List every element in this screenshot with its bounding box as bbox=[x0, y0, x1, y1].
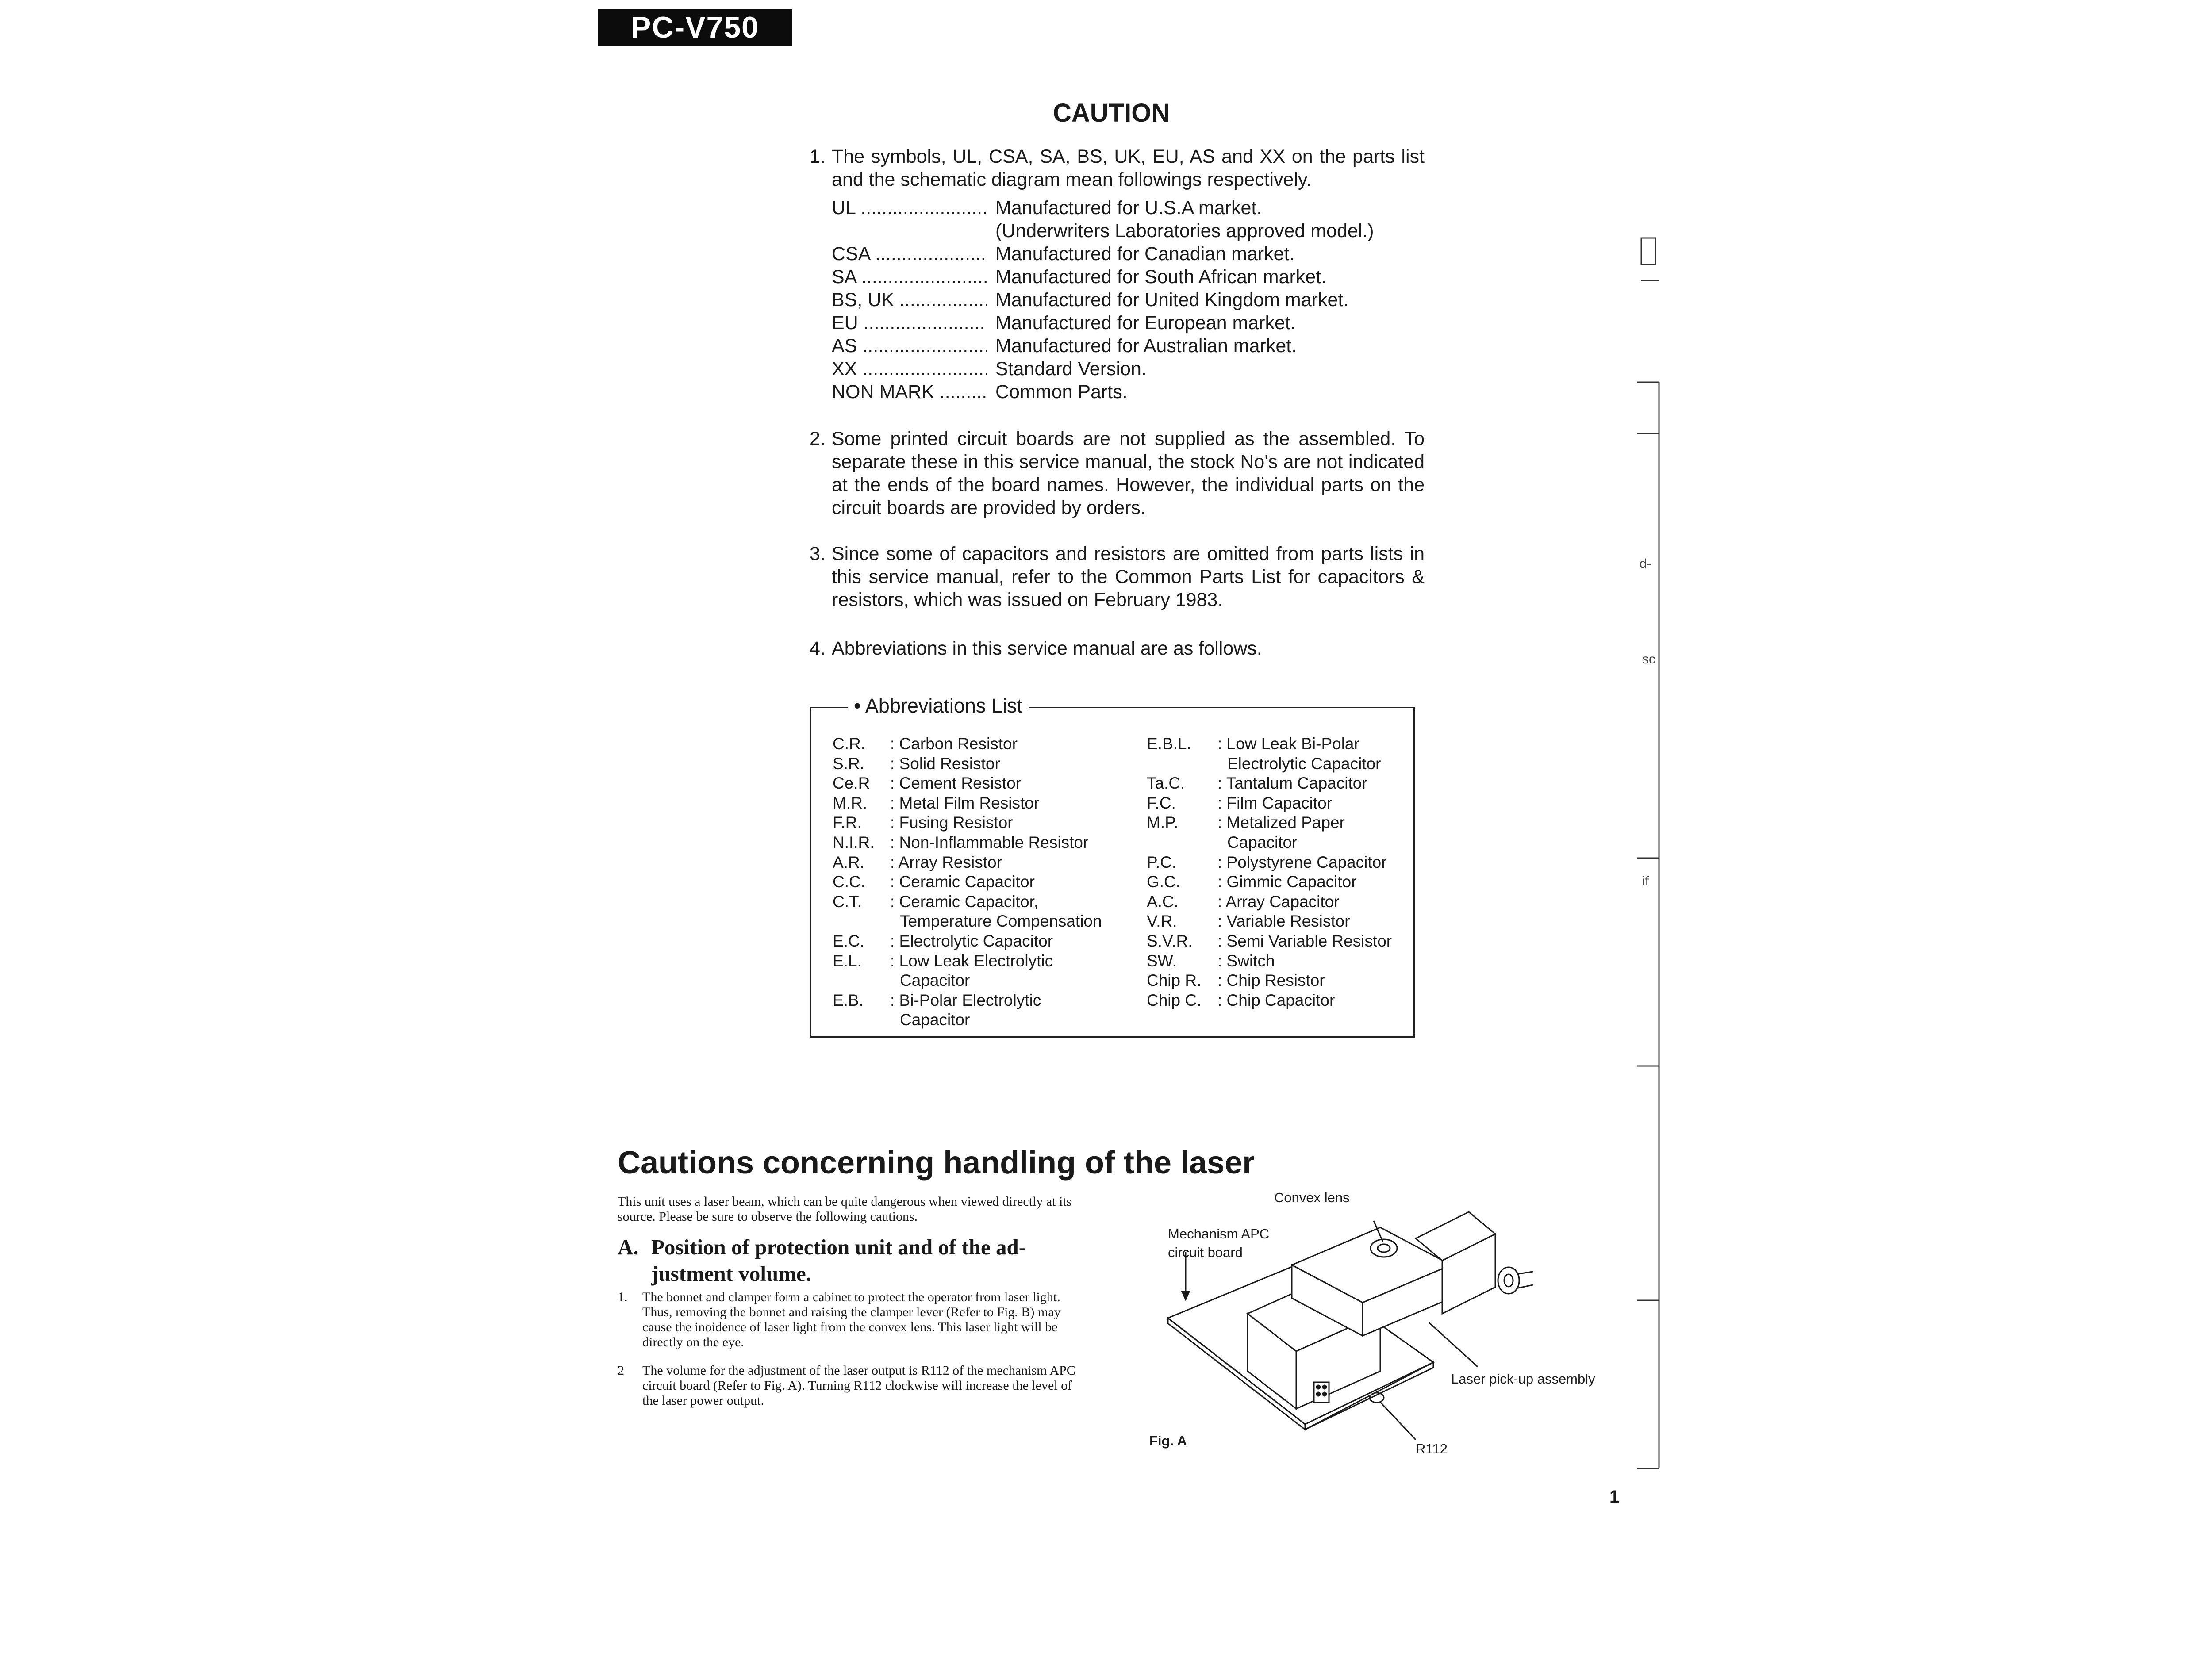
symbol-meaning: Manufactured for U.S.A market. bbox=[995, 197, 1262, 218]
abbreviation-key: E.B. bbox=[833, 991, 864, 1009]
apc-board-label-line1: Mechanism APC bbox=[1168, 1226, 1270, 1242]
abbreviation-key: S.R. bbox=[833, 754, 864, 773]
item-number: 2. bbox=[810, 428, 826, 449]
abbreviation-value: : Array Capacitor bbox=[1217, 892, 1340, 911]
laser-intro: This unit uses a laser beam, which can be quite dangerous when viewed directly at its source. Please be sure to observe the following cautions. bbox=[618, 1194, 1072, 1224]
abbreviation-value: : Solid Resistor bbox=[890, 754, 1000, 773]
symbol-meaning: Manufactured for Canadian market. bbox=[995, 243, 1295, 264]
abbreviation-value: : Low Leak Electrolytic bbox=[890, 951, 1053, 970]
symbol-meaning: Standard Version. bbox=[995, 358, 1147, 380]
symbol-code: EU ..... bbox=[832, 311, 987, 334]
abbreviation-value: Capacitor bbox=[900, 1011, 970, 1029]
item-number: 4. bbox=[810, 638, 826, 659]
symbol-code: UL ..... bbox=[832, 196, 987, 219]
abbreviation-key: P.C. bbox=[1147, 853, 1177, 871]
abbreviation-key: Chip R. bbox=[1147, 971, 1202, 990]
model-tag: PC-V750 bbox=[598, 9, 792, 46]
section-a-label: A. bbox=[618, 1235, 639, 1259]
abbreviation-key: Ce.R bbox=[833, 774, 870, 793]
abbreviation-key: C.R. bbox=[833, 735, 865, 753]
symbol-code: XX ..... bbox=[832, 357, 987, 380]
convex-lens-label: Convex lens bbox=[1274, 1190, 1350, 1205]
abbreviations-title: • Abbreviations List bbox=[848, 693, 1029, 719]
symbol-meaning: Manufactured for United Kingdom market. bbox=[995, 289, 1349, 310]
abbreviation-key: F.R. bbox=[833, 813, 862, 832]
symbol-meaning: Manufactured for Australian market. bbox=[995, 335, 1297, 356]
abbreviation-key: A.R. bbox=[833, 853, 864, 871]
edge-fragment: if bbox=[1642, 874, 1649, 889]
item-text: Abbreviations in this service manual are as follows. bbox=[832, 638, 1262, 659]
abbreviation-value: Capacitor bbox=[900, 971, 970, 990]
symbol-meaning: Common Parts. bbox=[995, 381, 1128, 402]
laser-section-title: Cautions concerning handling of the laser bbox=[618, 1145, 1255, 1181]
caution-title: CAUTION bbox=[1053, 99, 1170, 127]
abbreviation-value: : Ceramic Capacitor bbox=[890, 873, 1035, 891]
abbreviation-key: M.R. bbox=[833, 794, 868, 812]
abbreviation-value: : Ceramic Capacitor, bbox=[890, 892, 1039, 911]
abbreviation-value: : Chip Capacitor bbox=[1217, 991, 1335, 1009]
abbreviation-key: Chip C. bbox=[1147, 991, 1202, 1009]
abbreviation-value: : Cement Resistor bbox=[890, 774, 1022, 793]
symbol-code: NON MARK ..... bbox=[832, 380, 987, 403]
abbreviation-value: : Switch bbox=[1217, 951, 1275, 970]
r112-label: R112 bbox=[1416, 1441, 1448, 1457]
section-a-title-line2: justment volume. bbox=[651, 1261, 812, 1286]
edge-fragment: d- bbox=[1640, 556, 1651, 571]
abbreviation-key: E.L. bbox=[833, 951, 862, 970]
abbreviation-value: : Array Resistor bbox=[890, 853, 1002, 871]
abbreviation-value: : Carbon Resistor bbox=[890, 735, 1018, 753]
convex-lens bbox=[1371, 1239, 1397, 1257]
laser-pickup-label: Laser pick-up assembly bbox=[1451, 1371, 1595, 1387]
abbreviation-key: F.C. bbox=[1147, 794, 1176, 812]
item-text: The bonnet and clamper form a cabinet to protect the operator from laser light. Thus, removing the bonnet and raising the clamper lever (Refer to Fig. B) may cause the inoidence of laser light from the convex lens. This laser light will be directly on the eye. bbox=[642, 1290, 1061, 1349]
abbreviation-value: : Chip Resistor bbox=[1217, 971, 1325, 990]
abbreviation-value: Electrolytic Capacitor bbox=[1227, 754, 1381, 773]
symbol-code: AS ..... bbox=[832, 334, 987, 357]
abbreviation-value: : Gimmic Capacitor bbox=[1217, 873, 1357, 891]
abbreviation-value: : Electrolytic Capacitor bbox=[890, 932, 1053, 950]
abbreviation-value: Temperature Compensation bbox=[900, 912, 1102, 931]
item-text: Since some of capacitors and resistors are omitted from parts lists in this service manual, refer to the Common Parts List for capacitors & resistors, which was issued on February 1983. bbox=[832, 543, 1425, 610]
item-text: The symbols, UL, CSA, SA, BS, UK, EU, AS and XX on the parts list and the schematic diagram mean followings respectively. bbox=[832, 146, 1425, 190]
abbreviation-key: SW. bbox=[1147, 951, 1177, 970]
symbol-code: BS, UK ..... bbox=[832, 288, 987, 311]
abbreviation-value: : Semi Variable Resistor bbox=[1217, 932, 1392, 950]
abbreviation-key: E.B.L. bbox=[1147, 735, 1191, 753]
item-number: 1. bbox=[810, 146, 826, 167]
symbol-code: SA ..... bbox=[832, 265, 987, 288]
abbreviation-key: M.P. bbox=[1147, 813, 1179, 832]
symbol-code: CSA ..... bbox=[832, 242, 987, 265]
apc-board-label-line2: circuit board bbox=[1168, 1245, 1243, 1260]
abbreviation-value: : Bi-Polar Electrolytic bbox=[890, 991, 1041, 1009]
abbreviation-value: : Tantalum Capacitor bbox=[1217, 774, 1367, 793]
edge-fragment: sc bbox=[1642, 652, 1655, 667]
item-number: 1. bbox=[618, 1290, 628, 1304]
symbol-meaning: Manufactured for South African market. bbox=[995, 266, 1327, 288]
abbreviation-value: : Low Leak Bi-Polar bbox=[1217, 735, 1359, 753]
abbreviation-value: : Metal Film Resistor bbox=[890, 794, 1040, 812]
abbreviation-key: E.C. bbox=[833, 932, 864, 950]
symbol-note: (Underwriters Laboratories approved model.) bbox=[995, 220, 1374, 242]
abbreviation-value: : Film Capacitor bbox=[1217, 794, 1333, 812]
abbreviation-value: : Polystyrene Capacitor bbox=[1217, 853, 1387, 871]
abbreviation-key: Ta.C. bbox=[1147, 774, 1185, 793]
right-edge-marks bbox=[1632, 234, 1668, 1473]
abbreviation-value: : Variable Resistor bbox=[1217, 912, 1350, 931]
abbreviation-key: V.R. bbox=[1147, 912, 1177, 931]
abbreviation-value: Capacitor bbox=[1227, 833, 1298, 851]
abbreviation-key: C.T. bbox=[833, 892, 862, 911]
item-text: The volume for the adjustment of the laser output is R112 of the mechanism APC circuit board (Refer to Fig. A). Turning R112 clockwise will increase the level of the laser power output. bbox=[642, 1363, 1075, 1408]
abbreviation-key: S.V.R. bbox=[1147, 932, 1193, 950]
abbreviation-key: G.C. bbox=[1147, 873, 1181, 891]
symbol-meaning: Manufactured for European market. bbox=[995, 312, 1296, 334]
abbreviation-key: C.C. bbox=[833, 873, 865, 891]
figure-caption: Fig. A bbox=[1149, 1433, 1187, 1449]
abbreviation-value: : Fusing Resistor bbox=[890, 813, 1013, 832]
abbreviation-value: : Metalized Paper bbox=[1217, 813, 1345, 832]
section-a-title-line1: Position of protection unit and of the ad- bbox=[651, 1235, 1026, 1259]
item-text: Some printed circuit boards are not supplied as the assembled. To separate these in this service manual, the stock No's are not indicated at the ends of the board names. However, the individual parts on the circuit boards are provided by orders. bbox=[832, 428, 1425, 518]
page-number: 1 bbox=[1609, 1487, 1620, 1506]
item-number: 3. bbox=[810, 543, 826, 564]
abbreviation-key: A.C. bbox=[1147, 892, 1179, 911]
item-number: 2 bbox=[618, 1363, 624, 1378]
abbreviation-value: : Non-Inflammable Resistor bbox=[890, 833, 1089, 851]
abbreviation-key: N.I.R. bbox=[833, 833, 875, 851]
